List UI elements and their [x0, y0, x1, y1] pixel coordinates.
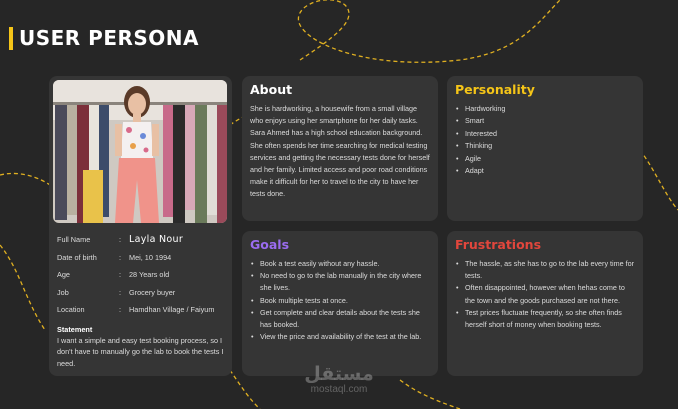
list-item: • No need to go to the lab manually in the city where she lives. — [250, 270, 430, 294]
field-date-of-birth — [57, 249, 228, 267]
personality-card — [447, 76, 643, 221]
page-header — [9, 26, 199, 50]
field-full-name — [57, 231, 228, 249]
page-title: USER PERSONA — [19, 26, 200, 50]
frustrations-title: Frustrations — [455, 237, 542, 252]
personality-list — [455, 103, 635, 177]
about-text: She is hardworking, a housewife from a small village who enjoys using her smartphone for her daily tasks. Sara Ahmed has a high school education background. She often spends her time searching for medical testing services and getting the necessary tests done for herself and her family. Limited access and poor road conditions make it difficult for her to travel to the city to have her tests done. — [250, 104, 430, 199]
watermark-latin: mostaql.com — [310, 384, 368, 395]
field-separator: : — [119, 305, 122, 315]
field-separator: : — [119, 252, 122, 262]
field-value: Mei, 10 1994 — [129, 252, 172, 262]
list-item: • Test prices fluctuate frequently, so she often finds herself short of money when booking tests. — [455, 307, 635, 331]
list-item: • The hassle, as she has to go to the lab every time for tests. — [455, 258, 635, 282]
goals-title: Goals — [250, 237, 290, 252]
list-item: • Thinking — [455, 140, 635, 152]
statement-text: I want a simple and easy test booking process, so I don't have to manually go the lab to book the tests I need. — [57, 335, 224, 368]
list-item: • Adapt — [455, 165, 635, 177]
field-separator: : — [119, 235, 122, 245]
field-separator: : — [119, 287, 122, 297]
field-value: Layla Nour — [129, 234, 184, 246]
field-separator: : — [119, 270, 122, 280]
field-value: Hamdhan Village / Faiyum — [129, 305, 215, 315]
field-job — [57, 284, 228, 302]
personality-title: Personality — [455, 82, 535, 97]
list-item: • Agile — [455, 153, 635, 165]
profile-fields — [53, 231, 228, 319]
field-label: Age — [57, 270, 70, 280]
list-item: • Get complete and clear details about the tests she has booked. — [250, 307, 430, 331]
field-location — [57, 301, 228, 319]
frustrations-card — [447, 231, 643, 376]
statement-label: Statement — [57, 324, 93, 334]
field-age — [57, 266, 228, 284]
field-label: Date of birth — [57, 252, 97, 262]
frustrations-list — [455, 258, 635, 331]
list-item: • Book multiple tests at once. — [250, 295, 430, 307]
about-title: About — [250, 82, 293, 97]
list-item: • Smart — [455, 115, 635, 127]
goals-card — [242, 231, 438, 376]
about-card — [242, 76, 438, 221]
field-value: 28 Years old — [129, 270, 170, 280]
watermark — [294, 364, 384, 395]
field-label: Job — [57, 287, 69, 297]
list-item: • Interested — [455, 128, 635, 140]
watermark-arabic: مستقل — [304, 363, 374, 385]
profile-card — [49, 76, 232, 376]
list-item: • Often disappointed, however when hehas come to the town and the goods purchased are not there. — [455, 282, 635, 306]
persona-photo — [53, 80, 227, 223]
field-value: Grocery buyer — [129, 287, 176, 297]
field-label: Full Name — [57, 235, 91, 245]
list-item: • Book a test easily without any hassle. — [250, 258, 430, 270]
list-item: • View the price and availability of the test at the lab. — [250, 331, 430, 343]
field-label: Location — [57, 305, 85, 315]
list-item: • Hardworking — [455, 103, 635, 115]
title-accent-bar — [9, 27, 13, 50]
goals-list — [250, 258, 430, 343]
